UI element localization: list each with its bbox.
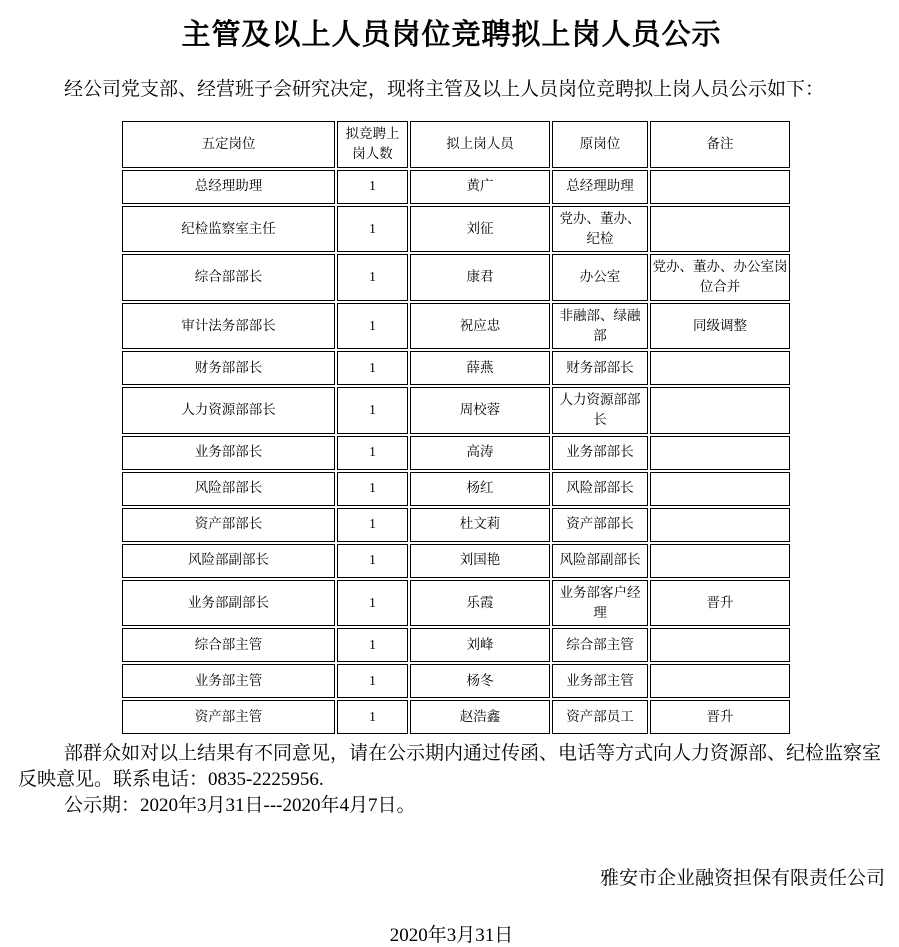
table-cell [650,544,790,578]
table-cell [650,351,790,385]
table-row [122,387,790,434]
table-cell: 风险部部长 [122,472,335,506]
table-cell: 康君 [410,254,550,301]
company-signature: 雅安市企业融资担保有限责任公司 [599,868,885,889]
table-cell: 业务部部长 [552,436,648,470]
table-cell [650,387,790,434]
table-row [122,508,790,542]
candidate-roster-table [120,119,792,736]
table-cell: 业务部客户经理 [552,580,648,627]
table-row [122,580,790,627]
table-cell: 1 [337,303,408,350]
table-cell: 1 [337,472,408,506]
table-cell: 资产部部长 [552,508,648,542]
table-cell: 业务部主管 [552,664,648,698]
table-header-cell: 五定岗位 [122,121,335,168]
table-cell [650,206,790,253]
table-cell: 1 [337,580,408,627]
table-cell: 总经理助理 [552,170,648,204]
table-cell: 非融部、绿融部 [552,303,648,350]
table-cell: 1 [337,206,408,253]
table-row [122,254,790,301]
table-cell: 综合部部长 [122,254,335,301]
table-cell [650,664,790,698]
table-cell: 1 [337,544,408,578]
table-cell: 1 [337,508,408,542]
table-cell: 资产部部长 [122,508,335,542]
table-cell: 资产部员工 [552,700,648,734]
table-row [122,436,790,470]
table-cell: 刘峰 [410,628,550,662]
table-row [122,472,790,506]
table-cell: 财务部部长 [122,351,335,385]
table-cell: 1 [337,664,408,698]
table-header-row [122,121,790,168]
table-cell [650,436,790,470]
table-cell [650,170,790,204]
table-row [122,700,790,734]
table-cell: 晋升 [650,580,790,627]
table-cell: 业务部主管 [122,664,335,698]
table-cell: 1 [337,700,408,734]
announcement-page [0,12,899,946]
table-header-cell: 拟竞聘上岗人数 [337,121,408,168]
table-cell: 1 [337,170,408,204]
table-header-cell: 备注 [650,121,790,168]
publicity-period: 公示期：2020年3月31日---2020年4月7日。 [64,795,416,816]
table-cell: 1 [337,436,408,470]
table-cell: 1 [337,351,408,385]
table-cell [650,628,790,662]
table-cell: 黄广 [410,170,550,204]
table-cell: 1 [337,254,408,301]
table-row [122,664,790,698]
table-cell: 周校蓉 [410,387,550,434]
table-cell: 纪检监察室主任 [122,206,335,253]
table-cell: 党办、董办、纪检 [552,206,648,253]
table-row [122,351,790,385]
table-cell [650,472,790,506]
table-cell: 资产部主管 [122,700,335,734]
table-cell: 乐霞 [410,580,550,627]
table-body [122,170,790,735]
table-cell: 刘国艳 [410,544,550,578]
table-row [122,303,790,350]
table-cell: 党办、董办、办公室岗位合并 [650,254,790,301]
table-row [122,544,790,578]
table-cell: 同级调整 [650,303,790,350]
table-cell: 高涛 [410,436,550,470]
table-cell: 审计法务部部长 [122,303,335,350]
table-cell: 杨冬 [410,664,550,698]
table-cell: 办公室 [552,254,648,301]
table-cell: 总经理助理 [122,170,335,204]
table-cell: 风险部部长 [552,472,648,506]
table-header-cell: 拟上岗人员 [410,121,550,168]
table-cell: 风险部副部长 [122,544,335,578]
table-cell: 1 [337,387,408,434]
table-cell: 刘征 [410,206,550,253]
table-cell: 杨红 [410,472,550,506]
table-cell: 人力资源部部长 [552,387,648,434]
signature-date: 2020年3月31日 [389,925,514,946]
feedback-paragraph: 部群众如对以上结果有不同意见，请在公示期内通过传函、电话等方式向人力资源部、纪检监察室反映意见。联系电话：0835-2225956. [18,743,882,790]
table-row [122,170,790,204]
table-cell: 祝应忠 [410,303,550,350]
table-row [122,206,790,253]
page-title: 主管及以上人员岗位竞聘拟上岗人员公示 [181,19,722,51]
table-cell: 业务部副部长 [122,580,335,627]
table-cell: 杜文莉 [410,508,550,542]
table-cell: 人力资源部部长 [122,387,335,434]
intro-paragraph: 经公司党支部、经营班子会研究决定，现将主管及以上人员岗位竞聘拟上岗人员公示如下： [64,79,825,100]
table-cell: 风险部副部长 [552,544,648,578]
table-cell: 综合部主管 [552,628,648,662]
table-cell: 财务部部长 [552,351,648,385]
table-cell: 晋升 [650,700,790,734]
table-cell: 赵浩鑫 [410,700,550,734]
table-cell: 薛燕 [410,351,550,385]
table-header-cell: 原岗位 [552,121,648,168]
table-cell: 综合部主管 [122,628,335,662]
table-cell: 1 [337,628,408,662]
table-cell [650,508,790,542]
table-row [122,628,790,662]
table-cell: 业务部部长 [122,436,335,470]
